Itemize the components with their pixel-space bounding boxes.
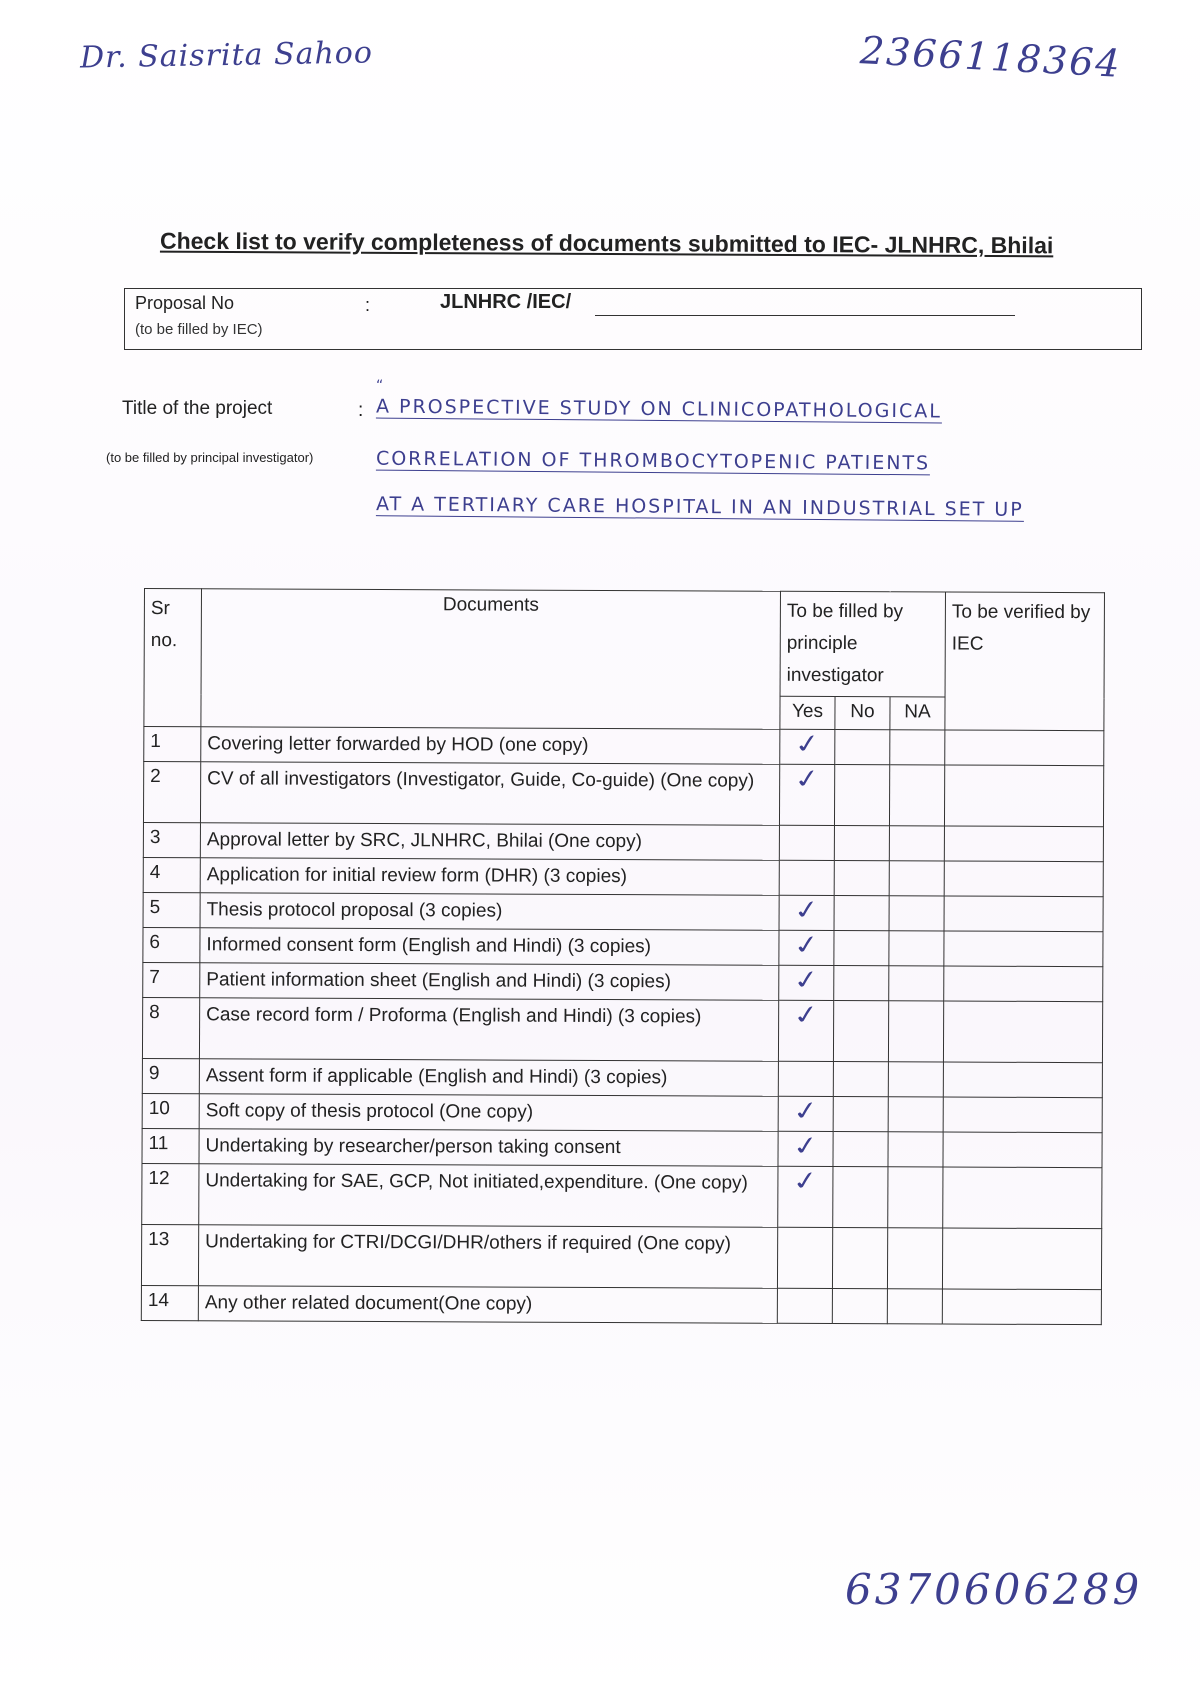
handwritten-phone-top: 2366118364 xyxy=(859,28,1123,86)
proposal-colon: : xyxy=(365,295,371,315)
row-iec-cell[interactable] xyxy=(943,1001,1102,1063)
table-row xyxy=(143,857,1103,896)
row-iec-cell[interactable] xyxy=(943,1167,1102,1229)
row-no-cell[interactable] xyxy=(834,861,889,896)
row-no-cell[interactable] xyxy=(833,1132,888,1167)
row-na-cell[interactable] xyxy=(888,1062,943,1097)
form-title: Check list to verify completeness of documents submitted to IEC- JLNHRC, Bhilai xyxy=(159,227,1054,259)
table-row xyxy=(141,1224,1101,1289)
row-sr-no: 4 xyxy=(143,857,200,892)
header-sr-no: Sr no. xyxy=(144,589,202,727)
row-sr-no: 13 xyxy=(141,1224,198,1285)
row-yes-cell[interactable] xyxy=(778,1061,833,1096)
tick-mark-icon: ✓ xyxy=(790,963,822,997)
row-yes-cell[interactable] xyxy=(778,1131,833,1166)
row-sr-no: 10 xyxy=(142,1093,199,1128)
row-yes-cell[interactable] xyxy=(779,930,834,965)
row-sr-no: 2 xyxy=(143,762,200,823)
row-document: CV of all investigators (Investigator, Guide, Co-guide) (One copy) xyxy=(200,762,779,826)
row-na-cell[interactable] xyxy=(887,1228,942,1289)
table-row xyxy=(142,997,1102,1062)
row-yes-cell[interactable] xyxy=(778,1096,833,1131)
row-document: Undertaking for CTRI/DCGI/DHR/others if required (One copy) xyxy=(198,1225,777,1289)
row-document: Application for initial review form (DHR) (3 copies) xyxy=(200,858,779,896)
row-iec-cell[interactable] xyxy=(943,1062,1102,1098)
tick-mark-icon: ✓ xyxy=(790,1094,822,1128)
row-document: Approval letter by SRC, JLNHRC, Bhilai (One copy) xyxy=(200,823,779,861)
tick-mark-icon: ✓ xyxy=(790,893,823,927)
row-no-cell[interactable] xyxy=(832,1289,887,1324)
row-na-cell[interactable] xyxy=(888,1167,943,1228)
row-no-cell[interactable] xyxy=(834,765,889,826)
row-sr-no: 6 xyxy=(143,927,200,962)
proposal-number-field[interactable] xyxy=(595,315,1015,316)
row-iec-cell[interactable] xyxy=(942,1228,1101,1290)
row-na-cell[interactable] xyxy=(889,861,944,896)
table-row xyxy=(141,1285,1101,1324)
project-title-sublabel: (to be filled by principal investigator) xyxy=(106,450,314,465)
table-row xyxy=(144,727,1104,766)
row-iec-cell[interactable] xyxy=(944,765,1103,827)
row-na-cell[interactable] xyxy=(888,1132,943,1167)
handwritten-phone-bottom: 6370606289 xyxy=(845,1565,1143,1614)
table-row xyxy=(142,1128,1102,1167)
row-yes-cell[interactable] xyxy=(778,1166,833,1227)
row-document: Any other related document(One copy) xyxy=(198,1286,777,1324)
row-document: Undertaking for SAE, GCP, Not initiated,expenditure. (One copy) xyxy=(199,1164,778,1228)
row-yes-cell[interactable] xyxy=(778,1000,833,1061)
row-iec-cell[interactable] xyxy=(944,931,1103,967)
row-document: Case record form / Proforma (English and Hindi) (3 copies) xyxy=(199,998,778,1062)
row-iec-cell[interactable] xyxy=(942,1289,1101,1325)
row-yes-cell[interactable] xyxy=(780,729,835,764)
tick-mark-icon: ✓ xyxy=(791,762,823,796)
header-na: NA xyxy=(890,697,945,730)
document-checklist-table xyxy=(141,588,1105,1325)
row-sr-no: 14 xyxy=(141,1285,198,1320)
table-row xyxy=(143,822,1103,861)
row-iec-cell[interactable] xyxy=(944,826,1103,862)
table-row xyxy=(143,927,1103,966)
row-iec-cell[interactable] xyxy=(943,1097,1102,1133)
row-no-cell[interactable] xyxy=(835,730,890,765)
row-document: Thesis protocol proposal (3 copies) xyxy=(200,893,779,931)
project-title-line-1[interactable]: A PROSPECTIVE STUDY ON CLINICOPATHOLOGICAL xyxy=(375,395,942,423)
row-na-cell[interactable] xyxy=(889,826,944,861)
open-quote-mark: “ xyxy=(376,378,384,394)
row-document: Covering letter forwarded by HOD (one copy) xyxy=(201,727,780,765)
proposal-box xyxy=(124,288,1142,350)
row-iec-cell[interactable] xyxy=(945,730,1104,766)
header-documents: Documents xyxy=(201,589,781,730)
table-row xyxy=(143,892,1103,931)
row-yes-cell[interactable] xyxy=(779,860,834,895)
row-yes-cell[interactable] xyxy=(777,1227,832,1288)
row-sr-no: 8 xyxy=(142,997,199,1058)
proposal-number-prefix: JLNHRC /IEC/ xyxy=(440,291,572,313)
row-na-cell[interactable] xyxy=(889,765,944,826)
table-row xyxy=(142,1093,1102,1132)
row-yes-cell[interactable] xyxy=(779,825,834,860)
row-no-cell[interactable] xyxy=(834,826,889,861)
header-principal-investigator: To be filled by principle investigator xyxy=(780,591,945,697)
project-title-colon: : xyxy=(358,400,364,421)
row-yes-cell[interactable] xyxy=(779,764,834,825)
row-iec-cell[interactable] xyxy=(944,896,1103,932)
table-row xyxy=(142,1058,1102,1097)
table-row xyxy=(143,762,1103,827)
tick-mark-icon: ✓ xyxy=(789,1129,822,1163)
row-no-cell[interactable] xyxy=(833,1062,888,1097)
row-no-cell[interactable] xyxy=(834,966,889,1001)
row-na-cell[interactable] xyxy=(887,1289,942,1324)
header-verified-by-iec: To be verified by IEC xyxy=(945,592,1105,731)
project-title-line-3[interactable]: AT A TERTIARY CARE HOSPITAL IN AN INDUSTRIAL SET UP xyxy=(375,493,1024,521)
proposal-label: Proposal No xyxy=(135,293,235,313)
proposal-sublabel: (to be filled by IEC) xyxy=(135,321,263,338)
row-sr-no: 12 xyxy=(142,1163,199,1224)
row-na-cell[interactable] xyxy=(889,966,944,1001)
tick-mark-icon: ✓ xyxy=(789,1164,822,1198)
tick-mark-icon: ✓ xyxy=(791,727,823,761)
project-title-label: Title of the project xyxy=(122,398,273,419)
row-iec-cell[interactable] xyxy=(944,861,1103,897)
row-document: Patient information sheet (English and Hindi) (3 copies) xyxy=(200,963,779,1001)
row-sr-no: 3 xyxy=(143,822,200,857)
row-yes-cell[interactable] xyxy=(777,1288,832,1323)
row-no-cell[interactable] xyxy=(833,1001,888,1062)
tick-mark-icon: ✓ xyxy=(790,928,823,962)
row-document: Undertaking by researcher/person taking consent xyxy=(199,1129,778,1167)
table-row xyxy=(142,1163,1102,1228)
row-iec-cell[interactable] xyxy=(943,1132,1102,1168)
row-document: Soft copy of thesis protocol (One copy) xyxy=(199,1094,778,1132)
project-title-line-2[interactable]: CORRELATION OF THROMBOCYTOPENIC PATIENTS xyxy=(375,447,931,475)
row-na-cell[interactable] xyxy=(888,1001,943,1062)
row-no-cell[interactable] xyxy=(833,1097,888,1132)
row-sr-no: 11 xyxy=(142,1128,199,1163)
row-no-cell[interactable] xyxy=(833,1167,888,1228)
handwritten-name: Dr. Saisrita Sahoo xyxy=(79,35,374,76)
row-no-cell[interactable] xyxy=(834,896,889,931)
row-sr-no: 9 xyxy=(142,1058,199,1093)
row-na-cell[interactable] xyxy=(888,1097,943,1132)
row-iec-cell[interactable] xyxy=(944,966,1103,1002)
row-document: Informed consent form (English and Hindi) (3 copies) xyxy=(200,928,779,966)
row-sr-no: 1 xyxy=(144,727,201,762)
tick-mark-icon: ✓ xyxy=(790,998,822,1032)
row-document: Assent form if applicable (English and Hindi) (3 copies) xyxy=(199,1059,778,1097)
row-yes-cell[interactable] xyxy=(779,895,834,930)
header-no: No xyxy=(835,697,890,730)
row-yes-cell[interactable] xyxy=(779,965,834,1000)
table-row xyxy=(143,962,1103,1001)
header-yes: Yes xyxy=(780,696,835,729)
row-na-cell[interactable] xyxy=(890,730,945,765)
row-sr-no: 5 xyxy=(143,892,200,927)
row-no-cell[interactable] xyxy=(834,931,889,966)
row-na-cell[interactable] xyxy=(889,931,944,966)
row-sr-no: 7 xyxy=(143,962,200,997)
row-no-cell[interactable] xyxy=(832,1228,887,1289)
row-na-cell[interactable] xyxy=(889,896,944,931)
